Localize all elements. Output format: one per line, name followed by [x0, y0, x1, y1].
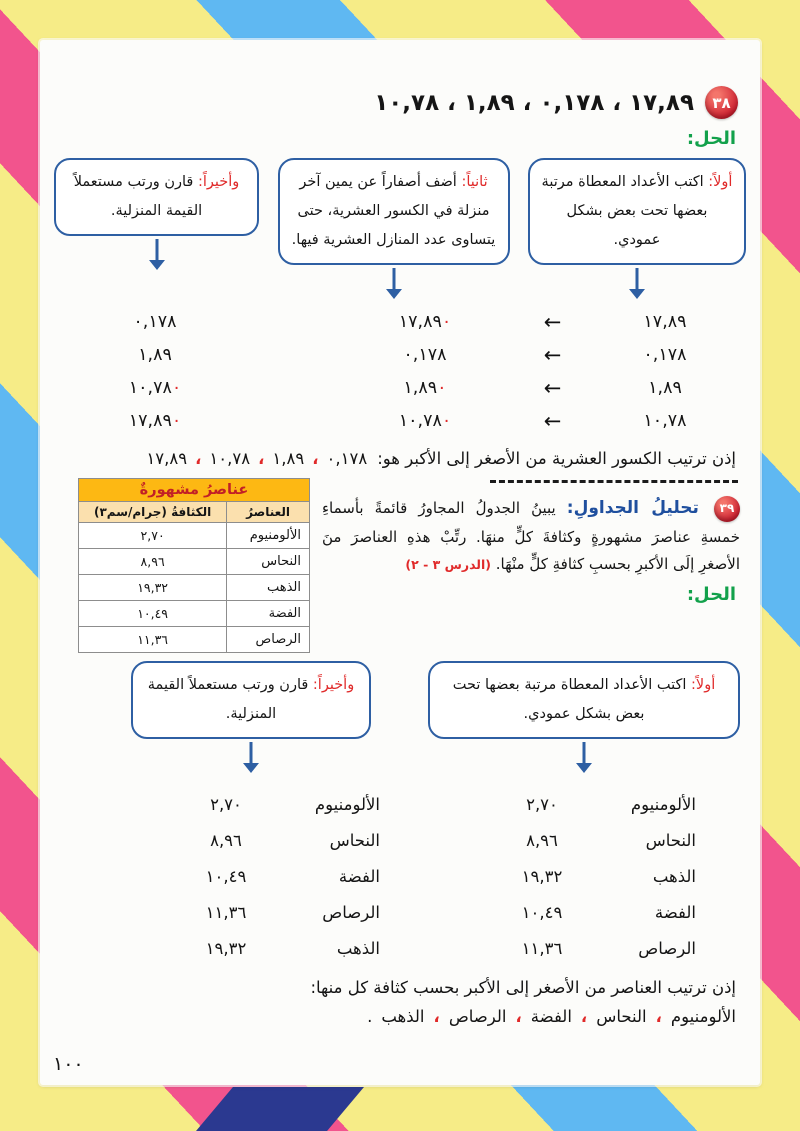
dashed-separator — [490, 480, 738, 483]
decimal-value: ١٧,٨٩ — [629, 89, 694, 116]
decimal-value: ٠,١٧٨ — [539, 89, 605, 116]
left-arrow-glyph: ← — [543, 342, 562, 367]
element-name: الرصاص — [638, 938, 696, 958]
padded-number: ١٠,٧٨٠ — [398, 410, 452, 431]
decimal-value: ١٧,٨٩ — [146, 449, 188, 468]
decimal-value: ١,٨٩ — [463, 89, 515, 116]
decimal-row — [40, 305, 760, 338]
sorted-number: ٠,١٧٨ — [133, 311, 177, 332]
conclusion-39 — [40, 978, 760, 1026]
left-arrow-glyph: ← — [543, 309, 562, 334]
element-density: ٢,٧٠ — [79, 523, 227, 549]
element-name: الذهب — [336, 938, 380, 958]
table-row — [79, 627, 310, 653]
list-item — [174, 786, 380, 822]
border-navy-stripe — [196, 1087, 364, 1131]
solution-steps-38 — [40, 158, 760, 300]
elements-table-column — [78, 478, 310, 653]
step-final — [131, 661, 371, 774]
padded-number: ١,٨٩٠ — [403, 377, 447, 398]
down-arrow-icon — [383, 268, 405, 300]
step-text: قارن ورتب مستعملاً القيمة المنزلية. — [147, 677, 309, 722]
added-zero: ٠ — [171, 377, 182, 398]
decimal-value: ١٠,٧٨ — [374, 89, 440, 116]
element-name: النحاس — [645, 830, 696, 850]
element-name: الذهب — [227, 575, 310, 601]
step-text: أضف أصفاراً عن يمين آخر منزلة في الكسور العشرية، حتى يتساوى عدد المنازل العشرية فيها. — [291, 174, 496, 248]
sorted-order-list — [174, 786, 380, 966]
down-arrow-icon — [626, 268, 648, 300]
sorted-number: ١,٨٩ — [138, 344, 172, 365]
given-number: ١٧,٨٩ — [643, 311, 687, 332]
solution-label: الحل: — [686, 128, 736, 149]
column-header-density: الكثافةُ (جرام/سم٣) — [79, 502, 227, 523]
solution-steps-39 — [40, 661, 760, 774]
solution-label: الحل: — [686, 583, 736, 605]
list-item — [490, 786, 696, 822]
element-lists — [40, 786, 760, 966]
list-item — [490, 822, 696, 858]
table-row — [79, 601, 310, 627]
ordered-decimals — [146, 449, 367, 468]
elements-density-table — [78, 478, 310, 653]
element-value: ١٩,٣٢ — [521, 866, 563, 886]
problem-39-body: يبينُ الجدولُ المجاورُ قائمةً بأسماءِ خمسةِ عناصرَ مشهورةٍ وكثافةَ كلٍّ منهَا. رتِّبْ هذهِ العناصرَ منَ الأصغرِ إلَى الأكبرِ بحسبِ كثافةِ كلٍّ منْهَا. — [322, 499, 740, 573]
arabic-comma: ، — [433, 1007, 440, 1026]
element-density: ١١,٣٦ — [79, 627, 227, 653]
decimal-row — [40, 404, 760, 437]
step-first — [428, 661, 740, 774]
element-value: ٨,٩٦ — [526, 830, 558, 850]
step-final — [54, 158, 259, 271]
given-number: ١٠,٧٨ — [643, 410, 687, 431]
added-zero: ٠ — [171, 410, 182, 431]
sorted-number: ١٧,٨٩٠ — [128, 410, 182, 431]
step-box — [528, 158, 746, 265]
element-name: الفضة — [530, 1007, 572, 1026]
element-density: ١٩,٣٢ — [79, 575, 227, 601]
element-name: النحاس — [596, 1007, 647, 1026]
down-arrow-icon — [240, 742, 262, 774]
list-item — [174, 858, 380, 894]
step-second — [278, 158, 510, 300]
left-arrow-glyph: ← — [543, 375, 562, 400]
page-number: ١٠٠ — [53, 1053, 84, 1075]
list-item — [490, 930, 696, 966]
element-name: الألومنيوم — [227, 523, 310, 549]
step-text: اكتب الأعداد المعطاة مرتبة بعضها تحت بعض بشكل عمودي. — [541, 174, 708, 248]
sorted-number: ١٠,٧٨٠ — [128, 377, 182, 398]
ordered-elements — [40, 1007, 736, 1026]
list-item — [490, 858, 696, 894]
arabic-comma: ، — [522, 89, 532, 116]
element-name: الذهب — [381, 1007, 425, 1026]
element-value: ١٩,٣٢ — [205, 938, 247, 958]
element-name: الفضة — [227, 601, 310, 627]
conclusion-38 — [40, 449, 760, 468]
element-value: ١٠,٤٩ — [205, 866, 247, 886]
table-row — [79, 523, 310, 549]
element-name: الرصاص — [448, 1007, 507, 1026]
step-box — [428, 661, 740, 739]
list-item — [174, 894, 380, 930]
problem-39-number-badge: ٣٩ — [714, 496, 740, 522]
decimal-value: ١,٨٩ — [272, 449, 305, 468]
element-name: الألومنيوم — [314, 794, 380, 814]
element-density: ٨,٩٦ — [79, 549, 227, 575]
lesson-reference: (الدرس ٣ - ٢) — [405, 556, 491, 572]
decimal-row — [40, 371, 760, 404]
step-lead: وأخيراً: — [197, 174, 240, 190]
given-number: ١,٨٩ — [648, 377, 682, 398]
added-zero: ٠ — [441, 410, 452, 431]
decimal-grid — [40, 305, 760, 437]
table-row — [79, 549, 310, 575]
step-lead: وأخيراً: — [312, 677, 355, 693]
period: . — [367, 1007, 373, 1026]
problem-39-title: تحليلُ الجداولِ: — [566, 498, 699, 518]
element-name: الألومنيوم — [630, 794, 696, 814]
step-box — [54, 158, 259, 236]
arabic-comma: ، — [515, 1007, 522, 1026]
arabic-comma: ، — [312, 449, 319, 468]
step-box — [131, 661, 371, 739]
conclusion-label: إذن ترتيب الكسور العشرية من الأصغر إلى الأكبر هو: — [377, 449, 736, 468]
step-text: اكتب الأعداد المعطاة مرتبة بعضها تحت بعض بشكل عمودي. — [452, 677, 687, 722]
problem-38-numbers — [374, 90, 694, 116]
element-density: ١٠,٤٩ — [79, 601, 227, 627]
problem-38-number-badge: ٣٨ — [705, 86, 738, 119]
padded-number: ٠,١٧٨ — [403, 344, 447, 365]
element-name: الرصاص — [322, 902, 380, 922]
problem-39-section — [40, 478, 760, 653]
down-arrow-icon — [146, 239, 168, 271]
step-lead: ثانياً: — [461, 174, 488, 190]
element-name: الرصاص — [227, 627, 310, 653]
element-name: الفضة — [654, 902, 696, 922]
element-value: ١١,٣٦ — [521, 938, 563, 958]
table-title: عناصرُ مشهورةٌ — [79, 479, 310, 502]
arabic-comma: ، — [195, 449, 202, 468]
column-header-elements: العناصرُ — [227, 502, 310, 523]
element-name: النحاس — [227, 549, 310, 575]
element-name: الألومنيوم — [670, 1007, 736, 1026]
step-lead: أولاً: — [691, 677, 716, 693]
element-name: الذهب — [652, 866, 696, 886]
problem-39-statement — [322, 493, 740, 578]
padded-number: ١٧,٨٩٠ — [398, 311, 452, 332]
problem-39-text-column — [322, 478, 740, 605]
step-lead: أولاً: — [708, 174, 733, 190]
list-item — [490, 894, 696, 930]
arabic-comma: ، — [447, 89, 456, 116]
added-zero: ٠ — [437, 377, 447, 398]
problem-38-header — [40, 86, 760, 119]
added-zero: ٠ — [441, 311, 452, 332]
left-arrow-glyph: ← — [543, 408, 562, 433]
arabic-comma: ، — [612, 89, 622, 116]
element-value: ٢,٧٠ — [210, 794, 242, 814]
arabic-comma: ، — [580, 1007, 588, 1026]
decimal-row — [40, 338, 760, 371]
element-value: ٨,٩٦ — [210, 830, 242, 850]
step-box — [278, 158, 510, 265]
table-row — [79, 575, 310, 601]
list-item — [174, 930, 380, 966]
page-content — [40, 40, 760, 1085]
arabic-comma: ، — [258, 449, 265, 468]
decimal-value: ١٠,٧٨ — [209, 449, 251, 468]
given-number: ٠,١٧٨ — [643, 344, 687, 365]
element-name: النحاس — [329, 830, 380, 850]
element-value: ١١,٣٦ — [205, 902, 247, 922]
step-text: قارن ورتب مستعملاً القيمة المنزلية. — [73, 174, 203, 219]
conclusion-label: إذن ترتيب العناصر من الأصغر إلى الأكبر بحسب كثافة كل منها: — [310, 978, 736, 997]
arabic-comma: ، — [655, 1007, 662, 1026]
element-value: ٢,٧٠ — [526, 794, 558, 814]
decimal-value: ٠,١٧٨ — [326, 449, 368, 468]
element-name: الفضة — [338, 866, 380, 886]
element-value: ١٠,٤٩ — [521, 902, 563, 922]
step-first — [528, 158, 746, 300]
down-arrow-icon — [573, 742, 595, 774]
given-order-list — [490, 786, 696, 966]
list-item — [174, 822, 380, 858]
